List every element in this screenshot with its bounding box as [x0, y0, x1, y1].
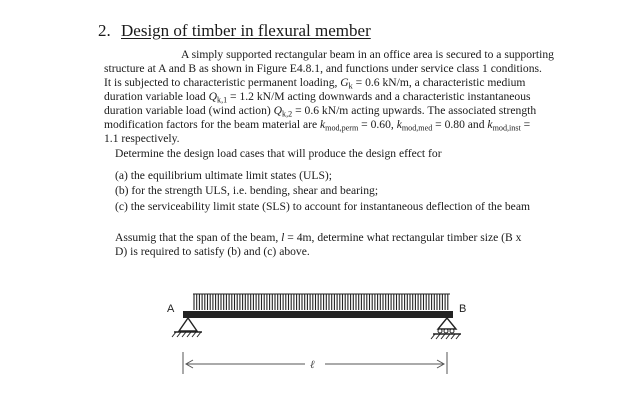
assumption-line-2: D) is required to satisfy (b) and (c) above. [115, 245, 310, 258]
paragraph-line-8: Determine the design load cases that will produce the design effect for [115, 147, 442, 160]
question-title: Design of timber in flexural member [121, 21, 371, 40]
assumption-line-1: Assumig that the span of the beam, l = 4m, determine what rectangular timber size (B x [115, 231, 522, 244]
item-b: (b) for the strength ULS, i.e. bending, shear and bearing; [115, 184, 379, 197]
item-c: (c) the serviceability limit state (SLS) to account for instantaneous deflection of the beam [115, 200, 530, 213]
paragraph-line-2: structure at A and B as shown in Figure E4.8.1, and functions under service class 1 conditions. [104, 62, 542, 75]
support-b-label: B [459, 303, 467, 315]
paragraph-line-3: It is subjected to characteristic permanent loading, $G_k = 0.6$ kN/m, a characteristic medium [104, 76, 526, 91]
span-label: ℓ [310, 359, 315, 371]
roller-support-b [431, 318, 461, 339]
paragraph-line-4: duration variable load $Q_{k,1} = 1.2$ kN/M acting downwards and a characteristic instantaneous [104, 90, 531, 105]
pinned-support-a [172, 318, 202, 337]
item-a: (a) the equilibrium ultimate limit states (ULS); [115, 169, 333, 182]
paragraph-line-1: A simply supported rectangular beam in an office area is secured to a supporting [181, 48, 554, 61]
beam [183, 311, 453, 318]
distributed-load [193, 294, 450, 310]
paragraph-line-6: modification factors for the beam material are $k_{mod,perm} = 0.60$, $k_{mod,med} = 0.80$ and $k_{mod,inst}$ = [104, 118, 531, 133]
question-number: 2. [98, 21, 111, 40]
support-a-label: A [167, 303, 175, 315]
paragraph-line-5: duration variable load (wind action) $Q_{k,2} = 0.6$ kN/m acting upwards. The associated strength [104, 104, 537, 119]
paragraph-line-7: 1.1 respectively. [104, 132, 180, 145]
span-dimension [183, 352, 447, 374]
